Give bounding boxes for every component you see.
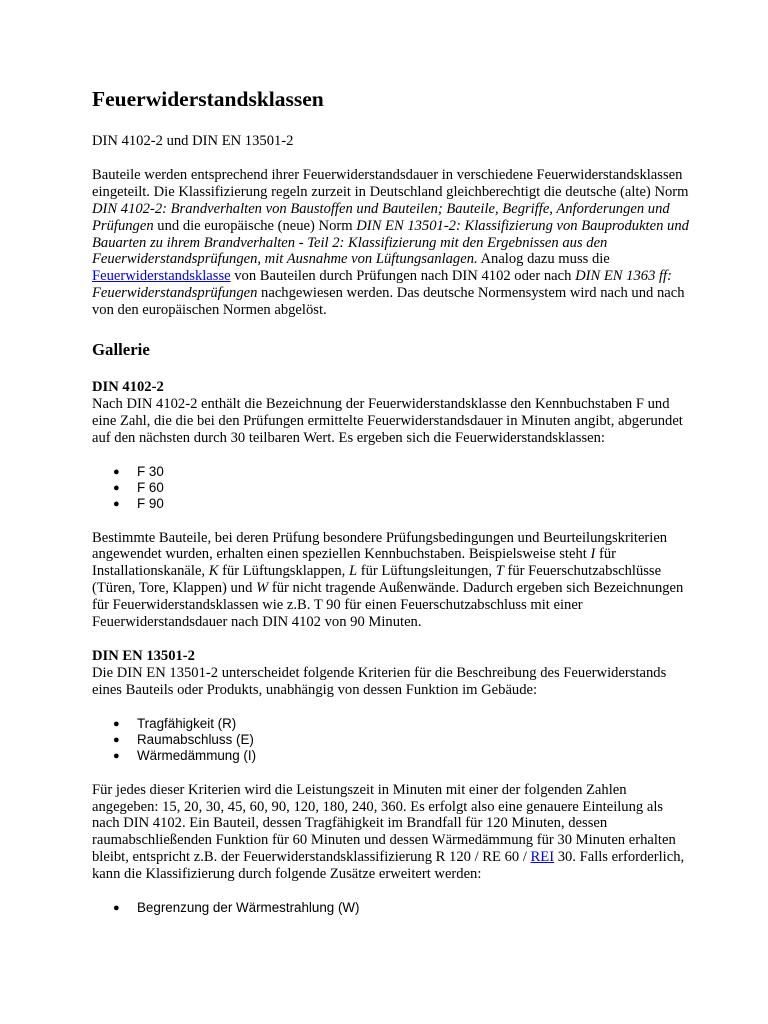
list-item-label: Raumabschluss (E) (137, 732, 254, 748)
din4102-class-list (92, 464, 692, 513)
en13501-additions-list (92, 900, 692, 916)
letter-l: L (348, 563, 358, 580)
bullet-icon: ● (113, 717, 120, 730)
intro-paragraph (92, 167, 692, 319)
intro-norm-din4102: DIN 4102-2: Brandverhalten von Baustoffen und Bauteilen; Bauteile, Begriffe, Anforderungen und Prüfungen (92, 200, 670, 234)
intro-norm-en1363: DIN EN 1363 ff: Feuerwiderstandsprüfungen (92, 268, 672, 302)
intro-text-1: Bauteile werden entsprechend ihrer Feuerwiderstandsdauer in verschiedene Feuerwiderstandsklassen eingeteilt. Die Klassifizierung regeln zurzeit in Deutschland gleichberechtigt die deutsche (alte) Norm (92, 166, 689, 200)
list-item-label: F 90 (137, 496, 164, 512)
list-item (92, 748, 692, 764)
bullet-icon: ● (113, 750, 120, 763)
list-item (92, 480, 692, 496)
en13501-performance-paragraph: Für jedes dieser Kriterien wird die Leistungszeit in Minuten mit einer der folgenden Zahlen angegeben: 15, 20, 30, 45, 60, 90, 120, 180, 240, 360. Es erfolgt also eine genauere Einteilung als nach DIN 4102. Ein Bauteil, dessen Tragfähigkeit im Brandfall für 120 Minuten, dessen raumabschließenden Funktion für 60 Minuten und dessen Wärmedämmung für 30 Minuten erhalten bleibt, entspricht z.B. der Feuerwiderstandsklassifizierung R 120 / RE 60 / REI 30. Falls erforderlich, kann die Klassifizierung durch folgende Zusätze erweitert werden: (92, 781, 685, 883)
bullet-icon: ● (113, 498, 120, 511)
list-item-label: F 30 (137, 463, 164, 479)
din4102-special-paragraph: Bestimmte Bauteile, bei deren Prüfung besondere Prüfungsbedingungen und Beurteilungskriterien angewendet wurden, erhalten einen speziellen Kennbuchstaben. Beispielsweise steht I für Installationskanäle, K für Lüftungsklappen, L für Lüftungsleitungen, T für Feuerschutzabschlüsse (Türen, Tore, Klappen) und W für nicht tragende Außenwände. Dadurch ergeben sich Bezeichnungen für Feuerwiderstandsklassen wie z.B. T 90 für einen Feuerschutzabschluss mit einer Feuerwiderstandsdauer nach DIN 4102 von 90 Minuten. (92, 529, 684, 631)
list-item-label: Tragfähigkeit (R) (137, 715, 237, 731)
list-item (92, 716, 692, 732)
intro-text-3: Analog dazu muss die (477, 251, 610, 268)
list-item-label: Wärmedämmung (I) (137, 748, 257, 764)
page-title: Feuerwiderstandsklassen (92, 87, 324, 111)
gallery-heading: Gallerie (92, 340, 150, 360)
din4102-text: Nach DIN 4102-2 enthält die Bezeichnung der Feuerwiderstandsklasse den Kennbuchstaben F und eine Zahl, die die bei den Prüfungen ermittelte Feuerwiderstandsdauer in Minuten angibt, abgerundet auf den nächsten durch 30 teilbaren Wert. Es ergeben sich die Feuerwiderstandsklassen: (92, 395, 683, 446)
intro-text-5: nachgewiesen werden. Das deutsche Normensystem wird nach und nach von den europäischen Normen abgelöst. (92, 285, 685, 319)
rei-link[interactable]: REI (530, 849, 555, 866)
letter-t: T (495, 563, 504, 580)
en13501-text: Die DIN EN 13501-2 unterscheidet folgende Kriterien für die Beschreibung des Feuerwiderstands eines Bauteils oder Produkts, unabhängig von dessen Funktion im Gebäude: (92, 664, 667, 698)
subtitle: DIN 4102-2 und DIN EN 13501-2 (92, 133, 294, 149)
document-content (92, 86, 692, 916)
bullet-icon: ● (113, 465, 120, 478)
list-item-label: F 60 (137, 479, 164, 495)
en13501-heading: DIN EN 13501-2 (92, 648, 195, 665)
intro-text-4: von Bauteilen durch Prüfungen nach DIN 4102 oder nach (230, 268, 576, 285)
din4102-heading: DIN 4102-2 (92, 379, 164, 396)
list-item (92, 464, 692, 480)
din4102-section (92, 379, 692, 447)
bullet-icon: ● (113, 902, 120, 915)
en13501-section (92, 648, 692, 699)
list-item-label: Begrenzung der Wärmestrahlung (W) (137, 900, 360, 916)
letter-w: W (256, 580, 269, 597)
list-item (92, 900, 692, 916)
intro-text-2: und die europäische (neue) Norm (153, 217, 357, 234)
list-item (92, 732, 692, 748)
letter-i: I (590, 546, 596, 563)
bullet-icon: ● (113, 481, 120, 494)
intro-norm-en13501: DIN EN 13501-2: Klassifizierung von Bauprodukten und Bauarten zu ihrem Brandverhalten - Teil 2: Klassifizierung mit den Ergebnissen aus den Feuerwiderstandsprüfungen, mit Ausnahme von Lüftungsanlagen. (92, 217, 689, 268)
letter-k: K (208, 563, 219, 580)
en13501-criteria-list (92, 716, 692, 765)
list-item (92, 496, 692, 512)
feuerwiderstandsklasse-link[interactable]: Feuerwiderstandsklasse (92, 268, 231, 285)
bullet-icon: ● (113, 734, 120, 747)
